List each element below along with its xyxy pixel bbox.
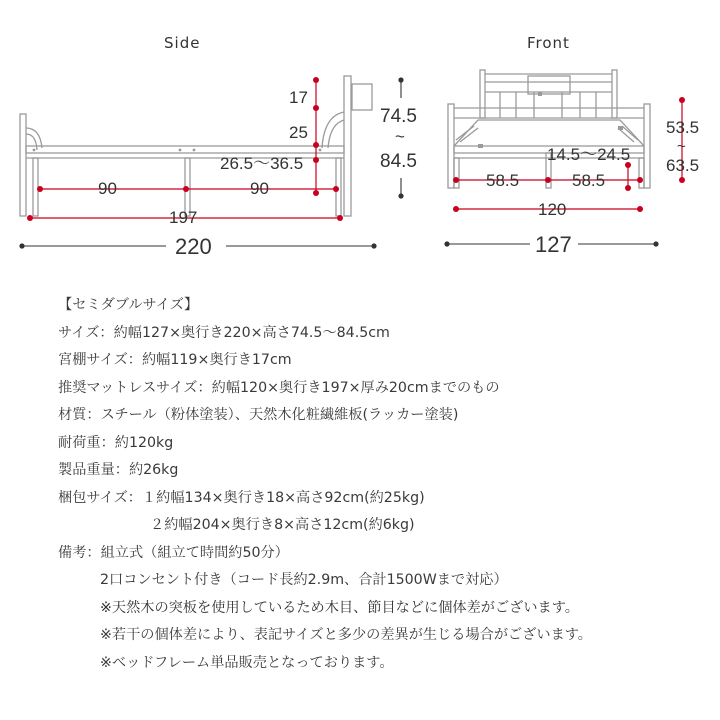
front-view-label: Front [527, 34, 570, 52]
spec-shelf-size: 宮棚サイズ：約幅119×奥行き17cm [58, 352, 292, 368]
dim-inner-width: 120 [538, 200, 567, 219]
dim-front-floor-height: 14.5～24.5 [547, 145, 631, 164]
dim-front-height-sep: ~ [677, 138, 686, 155]
dim-total-width: 127 [535, 232, 572, 257]
side-rail-bolts [33, 149, 322, 152]
dim-front-leg-span-left: 58.5 [486, 171, 520, 190]
spec-note-wood: ※天然木の突板を使用しているため木目、節目などに個体差がございます。 [100, 599, 579, 616]
spec-size: サイズ：約幅127×奥行き220×高さ74.5〜84.5cm [58, 324, 390, 341]
spec-package-size-2: ２約幅204×奥行き8×高さ12cm(約6kg) [150, 517, 415, 533]
dim-side-leg-span-left: 90 [98, 179, 117, 198]
dim-height-bottom: 84.5 [380, 151, 417, 172]
dim-total-length: 220 [175, 234, 212, 259]
side-bed-frame [20, 76, 372, 216]
spec-note-outlet: 2口コンセント付き（コード長約2.9m、合計1500Wまで対応） [100, 572, 508, 588]
dim-front-height-bottom: 63.5 [666, 156, 700, 175]
spec-material: 材質：スチール（粉体塗装）、天然木化粧繊維板(ラッカー塗装) [58, 407, 459, 423]
dimension-diagram [0, 0, 720, 290]
spec-package-size-1: 梱包サイズ：１約幅134×奥行き18×高さ92cm(約25kg) [58, 489, 425, 506]
dim-inner-length: 197 [169, 208, 198, 227]
dim-height-sep: ~ [395, 127, 405, 146]
dim-front-height-top: 53.5 [666, 118, 700, 137]
dim-side-leg-span-right: 90 [250, 179, 269, 198]
dim-height-top: 74.5 [380, 106, 417, 127]
dim-side-floor-height: 26.5～36.5 [220, 154, 304, 173]
spec-notes: 備考：組立式（組立て時間約50分） [58, 544, 289, 561]
spec-product-weight: 製品重量：約26kg [58, 462, 179, 478]
spec-title: 【セミダブルサイズ】 [58, 297, 199, 313]
dim-headboard-top: 17 [289, 88, 308, 107]
side-black-dots [19, 77, 403, 248]
spec-block [58, 292, 698, 677]
side-view-label: Side [164, 34, 201, 52]
spec-note-frame-only: ※ベッドフレーム単品販売となっております。 [100, 654, 394, 671]
dim-headboard-mid: 25 [289, 123, 308, 142]
spec-mattress-size: 推奨マットレスサイズ：約幅120×奥行き197×厚み20cmまでのもの [58, 379, 500, 396]
spec-note-variance: ※若干の個体差により、表記サイズと多少の差異が生じる場合がございます。 [100, 627, 592, 643]
spec-load-capacity: 耐荷重：約120kg [58, 434, 174, 451]
dim-front-leg-span-right: 58.5 [572, 171, 606, 190]
